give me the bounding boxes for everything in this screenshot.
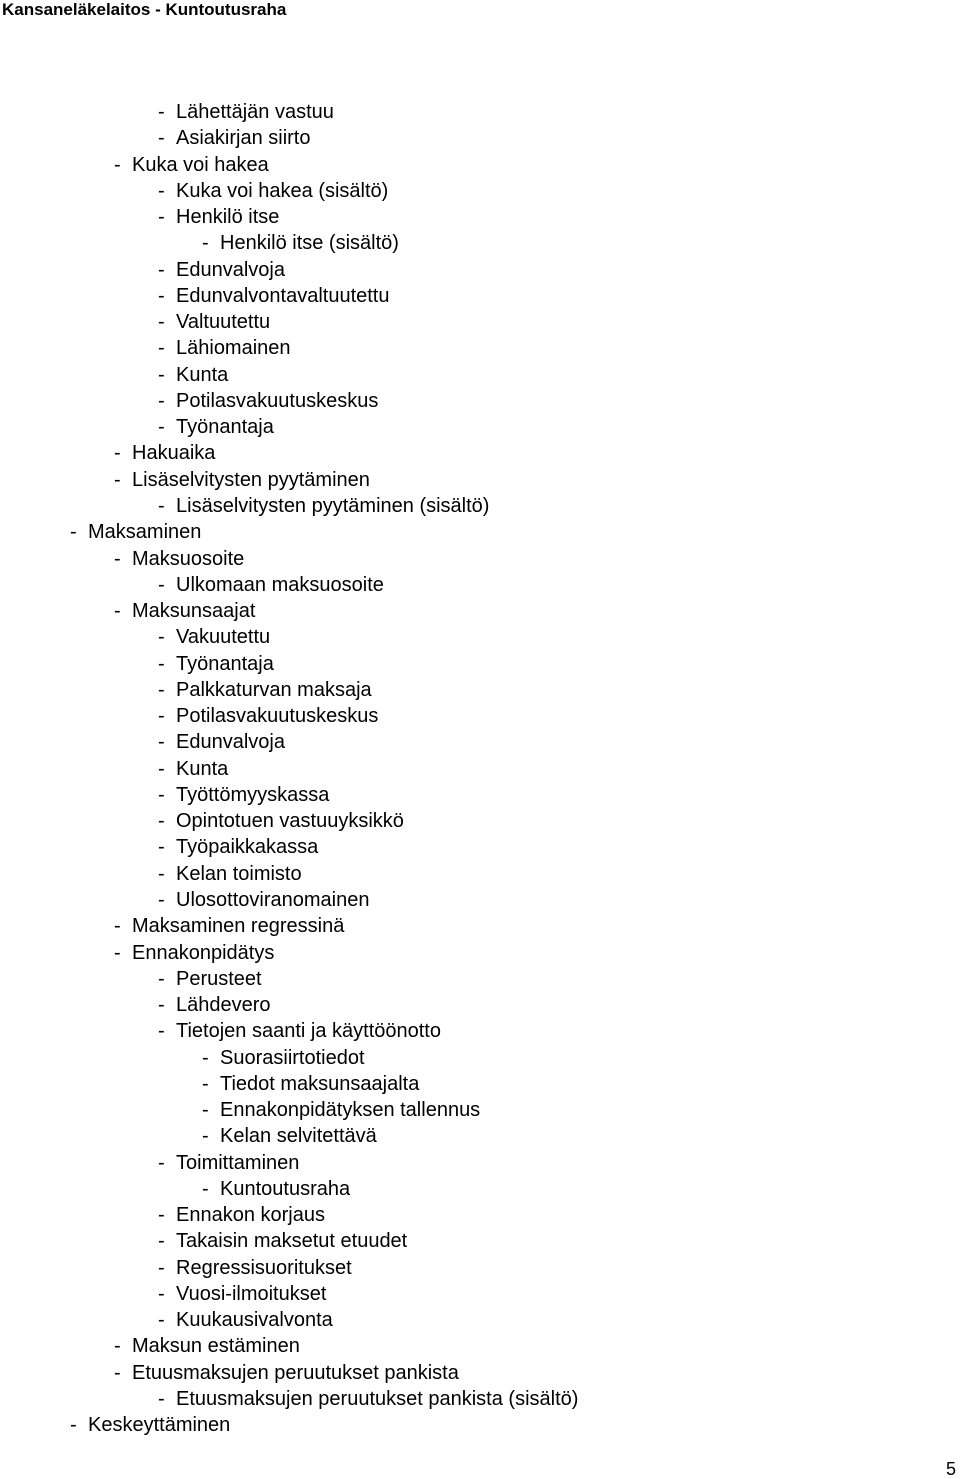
toc-item-bullet: - xyxy=(158,1256,165,1279)
toc-item-bullet: - xyxy=(158,573,165,596)
toc-item-label: Etuusmaksujen peruutukset pankista xyxy=(132,1361,459,1384)
toc-item[interactable] xyxy=(0,808,940,834)
toc-item-bullet: - xyxy=(158,652,165,675)
toc-item[interactable] xyxy=(0,887,940,913)
toc-item-bullet: - xyxy=(202,1072,209,1095)
toc-item-bullet: - xyxy=(158,363,165,386)
toc-item-bullet: - xyxy=(114,1361,121,1384)
toc-item-bullet: - xyxy=(158,284,165,307)
toc-item-bullet: - xyxy=(158,810,165,833)
toc-item-label: Ennakon korjaus xyxy=(176,1204,325,1227)
toc-item-bullet: - xyxy=(158,678,165,701)
toc-item[interactable] xyxy=(0,335,940,361)
toc-item-bullet: - xyxy=(114,547,121,570)
toc-item-label: Suorasiirtotiedot xyxy=(220,1046,365,1069)
toc-item[interactable] xyxy=(0,99,940,125)
toc-item[interactable] xyxy=(0,1333,940,1359)
toc-item-bullet: - xyxy=(202,1125,209,1148)
toc-item-label: Lähiomainen xyxy=(176,337,291,360)
toc-item-label: Kunta xyxy=(176,363,229,386)
page-header-title: Kansaneläkelaitos - Kuntoutusraha xyxy=(2,0,287,19)
toc-item[interactable] xyxy=(0,440,940,466)
toc-item[interactable] xyxy=(0,204,940,230)
toc-item[interactable] xyxy=(0,1281,940,1307)
toc-item-bullet: - xyxy=(114,915,121,938)
toc-item-bullet: - xyxy=(158,888,165,911)
toc-item[interactable] xyxy=(0,1018,940,1044)
toc-item[interactable] xyxy=(0,362,940,388)
toc-item-bullet: - xyxy=(158,1388,165,1411)
toc-item-label: Keskeyttäminen xyxy=(88,1414,231,1437)
toc-item[interactable] xyxy=(0,519,940,545)
toc-item-bullet: - xyxy=(158,994,165,1017)
toc-item[interactable] xyxy=(0,388,940,414)
toc-item-label: Maksunsaajat xyxy=(132,600,256,623)
toc-item-bullet: - xyxy=(202,1046,209,1069)
toc-item[interactable] xyxy=(0,1176,940,1202)
toc-item-bullet: - xyxy=(158,731,165,754)
toc-item-bullet: - xyxy=(158,337,165,360)
toc-item[interactable] xyxy=(0,992,940,1018)
toc-item-label: Opintotuen vastuuyksikkö xyxy=(176,810,404,833)
toc-item-label: Potilasvakuutuskeskus xyxy=(176,705,379,728)
toc-item[interactable] xyxy=(0,230,940,256)
toc-item-label: Ulosottoviranomainen xyxy=(176,888,370,911)
toc-item-label: Asiakirjan siirto xyxy=(176,127,311,150)
toc-item-label: Kunta xyxy=(176,757,229,780)
toc-item-bullet: - xyxy=(158,127,165,150)
toc-item[interactable] xyxy=(0,1123,940,1149)
toc-item[interactable] xyxy=(0,414,940,440)
toc-item-bullet: - xyxy=(202,232,209,255)
toc-item-label: Työnantaja xyxy=(176,416,274,439)
toc-item-label: Potilasvakuutuskeskus xyxy=(176,389,379,412)
toc-item-label: Työnantaja xyxy=(176,652,274,675)
toc-item-bullet: - xyxy=(114,1335,121,1358)
toc-item-label: Kuka voi hakea xyxy=(132,153,269,176)
toc-item-label: Tietojen saanti ja käyttöönotto xyxy=(176,1020,441,1043)
toc-item[interactable] xyxy=(0,1386,940,1412)
toc-item-label: Henkilö itse (sisältö) xyxy=(220,232,399,255)
toc-item-label: Valtuutettu xyxy=(176,311,271,334)
toc-item-bullet: - xyxy=(158,258,165,281)
toc-item-bullet: - xyxy=(158,311,165,334)
toc-item-label: Kelan toimisto xyxy=(176,862,302,885)
toc-item-label: Regressisuoritukset xyxy=(176,1256,352,1279)
toc-item-label: Tiedot maksunsaajalta xyxy=(220,1072,420,1095)
toc-item[interactable] xyxy=(0,467,940,493)
toc-item-bullet: - xyxy=(114,468,121,491)
toc-item-label: Henkilö itse xyxy=(176,206,280,229)
toc-item[interactable] xyxy=(0,257,940,283)
toc-item-bullet: - xyxy=(158,836,165,859)
toc-item[interactable] xyxy=(0,1255,940,1281)
toc-item[interactable] xyxy=(0,1412,940,1438)
toc-item-label: Maksaminen xyxy=(88,521,202,544)
toc-item[interactable] xyxy=(0,1150,940,1176)
toc-item-bullet: - xyxy=(158,206,165,229)
toc-item-label: Työpaikkakassa xyxy=(176,836,319,859)
toc-item-bullet: - xyxy=(158,101,165,123)
toc-item-bullet: - xyxy=(114,153,121,176)
toc-item[interactable] xyxy=(0,493,940,519)
toc-item-bullet: - xyxy=(114,442,121,465)
toc-item[interactable] xyxy=(0,1307,940,1333)
toc-item-label: Lisäselvitysten pyytäminen xyxy=(132,468,370,491)
toc-item[interactable] xyxy=(0,651,940,677)
toc-item-label: Edunvalvoja xyxy=(176,731,285,754)
toc-item[interactable] xyxy=(0,940,940,966)
page-number: 5 xyxy=(945,1459,956,1479)
toc-item-label: Vuosi-ilmoitukset xyxy=(176,1282,327,1305)
toc-item-bullet: - xyxy=(158,783,165,806)
toc-item-bullet: - xyxy=(158,1282,165,1305)
toc-item-label: Lähettäjän vastuu xyxy=(176,101,334,123)
toc-item[interactable] xyxy=(0,152,940,178)
toc-item-bullet: - xyxy=(158,494,165,517)
toc-item[interactable] xyxy=(0,125,940,151)
toc-item[interactable] xyxy=(0,283,940,309)
toc-item[interactable] xyxy=(0,703,940,729)
toc-item[interactable] xyxy=(0,598,940,624)
toc-item-label: Ennakonpidätyksen tallennus xyxy=(220,1099,481,1122)
toc-item-bullet: - xyxy=(158,1151,165,1174)
toc-item-label: Palkkaturvan maksaja xyxy=(176,678,372,701)
toc-item[interactable] xyxy=(0,966,940,992)
toc-item-bullet: - xyxy=(114,941,121,964)
toc-item-bullet: - xyxy=(158,1020,165,1043)
toc-item[interactable] xyxy=(0,729,940,755)
toc-item-label: Edunvalvontavaltuutettu xyxy=(176,284,390,307)
toc-item-label: Kuukausivalvonta xyxy=(176,1309,333,1332)
toc-item[interactable] xyxy=(0,1097,940,1123)
toc-item-bullet: - xyxy=(158,705,165,728)
toc-item-bullet: - xyxy=(158,862,165,885)
toc-item-bullet: - xyxy=(158,179,165,202)
toc-item-bullet: - xyxy=(158,1230,165,1253)
toc-item[interactable] xyxy=(0,1202,940,1228)
toc-item[interactable] xyxy=(0,1228,940,1254)
toc-item-bullet: - xyxy=(158,967,165,990)
toc-item-bullet: - xyxy=(158,389,165,412)
toc-item-label: Kuka voi hakea (sisältö) xyxy=(176,179,389,202)
toc-item-label: Vakuutettu xyxy=(176,626,271,649)
toc-item[interactable] xyxy=(0,861,940,887)
toc-item-bullet: - xyxy=(158,1309,165,1332)
toc-item-label: Maksuosoite xyxy=(132,547,245,570)
toc-item[interactable] xyxy=(0,572,940,598)
toc-item[interactable] xyxy=(0,1045,940,1071)
toc-item[interactable] xyxy=(0,834,940,860)
toc-item-label: Ennakonpidätys xyxy=(132,941,275,964)
toc-item-bullet: - xyxy=(202,1177,209,1200)
toc-item[interactable] xyxy=(0,624,940,650)
toc-item-label: Kuntoutusraha xyxy=(220,1177,351,1200)
toc-item-bullet: - xyxy=(158,626,165,649)
toc-item-label: Edunvalvoja xyxy=(176,258,285,281)
toc-item-bullet: - xyxy=(114,600,121,623)
toc-item-label: Maksun estäminen xyxy=(132,1335,300,1358)
toc-item[interactable] xyxy=(0,677,940,703)
toc-item-bullet: - xyxy=(70,1414,77,1437)
toc-item-label: Kelan selvitettävä xyxy=(220,1125,377,1148)
toc-item[interactable] xyxy=(0,178,940,204)
toc-item-bullet: - xyxy=(158,757,165,780)
toc-item-label: Takaisin maksetut etuudet xyxy=(176,1230,408,1253)
toc-item-label: Työttömyyskassa xyxy=(176,783,330,806)
toc-item-bullet: - xyxy=(158,1204,165,1227)
toc-item[interactable] xyxy=(0,1360,940,1386)
toc-item-label: Etuusmaksujen peruutukset pankista (sisältö) xyxy=(176,1388,579,1411)
toc-item-bullet: - xyxy=(70,521,77,544)
toc-item[interactable] xyxy=(0,782,940,808)
toc-item[interactable] xyxy=(0,913,940,939)
toc-item-label: Toimittaminen xyxy=(176,1151,300,1174)
toc-item[interactable] xyxy=(0,309,940,335)
toc-item-bullet: - xyxy=(202,1099,209,1122)
toc-item-label: Maksaminen regressinä xyxy=(132,915,345,938)
toc-item[interactable] xyxy=(0,756,940,782)
toc-item-label: Perusteet xyxy=(176,967,262,990)
toc-item-label: Hakuaika xyxy=(132,442,216,465)
toc-item-bullet: - xyxy=(158,416,165,439)
toc-item-label: Lähdevero xyxy=(176,994,271,1017)
toc-item-label: Ulkomaan maksuosoite xyxy=(176,573,384,596)
toc-item[interactable] xyxy=(0,546,940,572)
table-of-contents xyxy=(0,99,940,1439)
toc-item-label: Lisäselvitysten pyytäminen (sisältö) xyxy=(176,494,490,517)
toc-item[interactable] xyxy=(0,1071,940,1097)
